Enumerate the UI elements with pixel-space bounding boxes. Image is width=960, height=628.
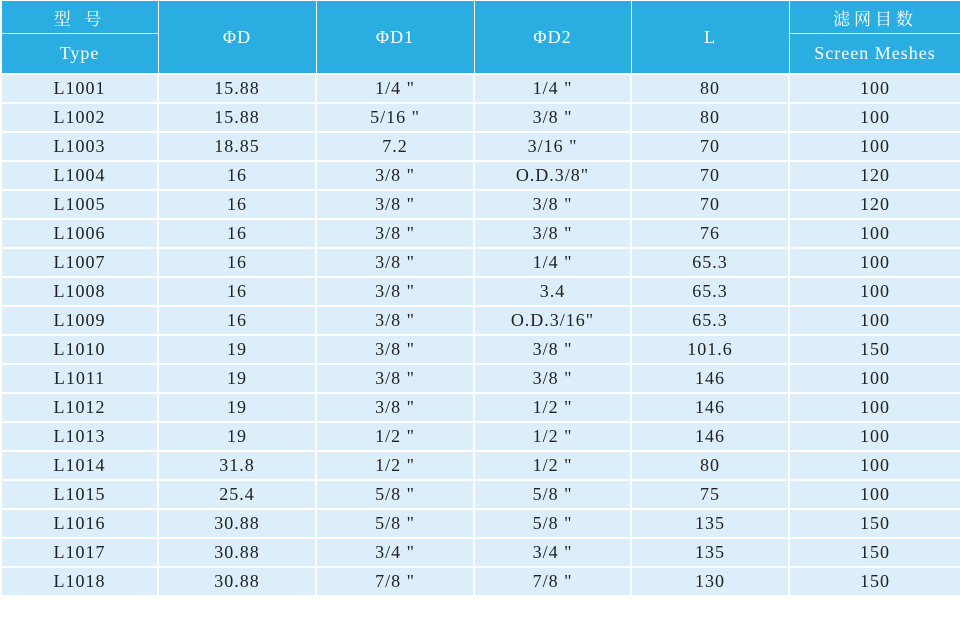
mesh-cell: 100 — [789, 132, 960, 161]
d-cell: 18.85 — [158, 132, 316, 161]
d1-cell: 3/8 " — [316, 364, 474, 393]
type-cell: L1014 — [1, 451, 158, 480]
table-row — [1, 74, 960, 103]
mesh-cell: 150 — [789, 538, 960, 567]
l-cell: 65.3 — [631, 277, 789, 306]
table-row — [1, 132, 960, 161]
d-cell: 19 — [158, 364, 316, 393]
d-cell: 31.8 — [158, 451, 316, 480]
type-cell: L1001 — [1, 74, 158, 103]
d1-cell: 3/8 " — [316, 190, 474, 219]
table-row — [1, 306, 960, 335]
type-cell: L1013 — [1, 422, 158, 451]
table-row — [1, 422, 960, 451]
d-cell: 19 — [158, 393, 316, 422]
mesh-cell: 100 — [789, 219, 960, 248]
table-row — [1, 161, 960, 190]
d2-cell: 3/16 " — [474, 132, 631, 161]
table-body — [1, 74, 960, 596]
d-cell: 30.88 — [158, 567, 316, 596]
type-header-cn: 型 号 — [1, 1, 158, 34]
l-cell: 75 — [631, 480, 789, 509]
d2-cell: 3/8 " — [474, 103, 631, 132]
d1-cell: 5/8 " — [316, 509, 474, 538]
type-cell: L1003 — [1, 132, 158, 161]
d2-cell: 3/8 " — [474, 190, 631, 219]
table-header — [1, 1, 960, 75]
d-header: ΦD — [158, 1, 316, 75]
table-row — [1, 567, 960, 596]
d-cell: 16 — [158, 219, 316, 248]
table-row — [1, 480, 960, 509]
table-row — [1, 364, 960, 393]
d1-cell: 1/2 " — [316, 422, 474, 451]
d1-cell: 3/8 " — [316, 219, 474, 248]
mesh-cell: 150 — [789, 567, 960, 596]
table-row — [1, 451, 960, 480]
table-row — [1, 219, 960, 248]
l-cell: 80 — [631, 74, 789, 103]
d2-cell: 7/8 " — [474, 567, 631, 596]
l-cell: 70 — [631, 190, 789, 219]
d2-cell: 1/2 " — [474, 422, 631, 451]
d2-cell: 3/8 " — [474, 219, 631, 248]
d-cell: 30.88 — [158, 509, 316, 538]
table-row — [1, 248, 960, 277]
mesh-cell: 100 — [789, 306, 960, 335]
d-cell: 16 — [158, 161, 316, 190]
d1-cell: 7/8 " — [316, 567, 474, 596]
table-row — [1, 277, 960, 306]
mesh-cell: 150 — [789, 335, 960, 364]
d2-cell: 1/2 " — [474, 451, 631, 480]
l-cell: 135 — [631, 538, 789, 567]
l-cell: 65.3 — [631, 248, 789, 277]
d2-cell: 3/8 " — [474, 364, 631, 393]
type-cell: L1002 — [1, 103, 158, 132]
type-cell: L1008 — [1, 277, 158, 306]
l-cell: 101.6 — [631, 335, 789, 364]
l-header: L — [631, 1, 789, 75]
mesh-cell: 120 — [789, 190, 960, 219]
l-cell: 146 — [631, 393, 789, 422]
table-row — [1, 393, 960, 422]
d2-cell: 5/8 " — [474, 480, 631, 509]
d-cell: 16 — [158, 306, 316, 335]
l-cell: 65.3 — [631, 306, 789, 335]
d2-cell: O.D.3/16" — [474, 306, 631, 335]
type-header-en: Type — [1, 34, 158, 74]
l-cell: 130 — [631, 567, 789, 596]
table-row — [1, 103, 960, 132]
d1-cell: 3/8 " — [316, 306, 474, 335]
d1-header: ΦD1 — [316, 1, 474, 75]
d-cell: 15.88 — [158, 103, 316, 132]
d1-cell: 1/4 " — [316, 74, 474, 103]
d2-cell: 3.4 — [474, 277, 631, 306]
type-cell: L1004 — [1, 161, 158, 190]
d1-cell: 5/16 " — [316, 103, 474, 132]
table-row — [1, 190, 960, 219]
d1-cell: 5/8 " — [316, 480, 474, 509]
mesh-cell: 120 — [789, 161, 960, 190]
type-cell: L1015 — [1, 480, 158, 509]
type-cell: L1006 — [1, 219, 158, 248]
l-cell: 80 — [631, 451, 789, 480]
mesh-cell: 150 — [789, 509, 960, 538]
l-cell: 146 — [631, 422, 789, 451]
type-cell: L1018 — [1, 567, 158, 596]
d1-cell: 3/4 " — [316, 538, 474, 567]
type-cell: L1016 — [1, 509, 158, 538]
d1-cell: 1/2 " — [316, 451, 474, 480]
d1-cell: 3/8 " — [316, 277, 474, 306]
d-cell: 30.88 — [158, 538, 316, 567]
table-row — [1, 538, 960, 567]
table-row — [1, 335, 960, 364]
d-cell: 16 — [158, 248, 316, 277]
type-cell: L1017 — [1, 538, 158, 567]
d-cell: 25.4 — [158, 480, 316, 509]
d2-cell: 3/4 " — [474, 538, 631, 567]
d2-cell: 1/4 " — [474, 74, 631, 103]
d2-cell: 1/4 " — [474, 248, 631, 277]
d2-cell: 5/8 " — [474, 509, 631, 538]
d-cell: 16 — [158, 190, 316, 219]
d2-header: ΦD2 — [474, 1, 631, 75]
mesh-cell: 100 — [789, 248, 960, 277]
type-cell: L1011 — [1, 364, 158, 393]
mesh-header-cn: 滤网目数 — [789, 1, 960, 34]
d-cell: 16 — [158, 277, 316, 306]
type-cell: L1010 — [1, 335, 158, 364]
mesh-cell: 100 — [789, 393, 960, 422]
table-row — [1, 509, 960, 538]
mesh-cell: 100 — [789, 103, 960, 132]
d2-cell: 3/8 " — [474, 335, 631, 364]
d1-cell: 7.2 — [316, 132, 474, 161]
mesh-cell: 100 — [789, 277, 960, 306]
d-cell: 15.88 — [158, 74, 316, 103]
l-cell: 70 — [631, 161, 789, 190]
d1-cell: 3/8 " — [316, 161, 474, 190]
d1-cell: 3/8 " — [316, 248, 474, 277]
mesh-header-en: Screen Meshes — [789, 34, 960, 74]
l-cell: 76 — [631, 219, 789, 248]
mesh-cell: 100 — [789, 451, 960, 480]
d1-cell: 3/8 " — [316, 335, 474, 364]
l-cell: 146 — [631, 364, 789, 393]
type-cell: L1012 — [1, 393, 158, 422]
l-cell: 70 — [631, 132, 789, 161]
type-cell: L1009 — [1, 306, 158, 335]
d1-cell: 3/8 " — [316, 393, 474, 422]
type-cell: L1005 — [1, 190, 158, 219]
d-cell: 19 — [158, 335, 316, 364]
d2-cell: 1/2 " — [474, 393, 631, 422]
mesh-cell: 100 — [789, 480, 960, 509]
d-cell: 19 — [158, 422, 316, 451]
d2-cell: O.D.3/8" — [474, 161, 631, 190]
l-cell: 80 — [631, 103, 789, 132]
mesh-cell: 100 — [789, 364, 960, 393]
mesh-cell: 100 — [789, 74, 960, 103]
l-cell: 135 — [631, 509, 789, 538]
mesh-cell: 100 — [789, 422, 960, 451]
type-cell: L1007 — [1, 248, 158, 277]
